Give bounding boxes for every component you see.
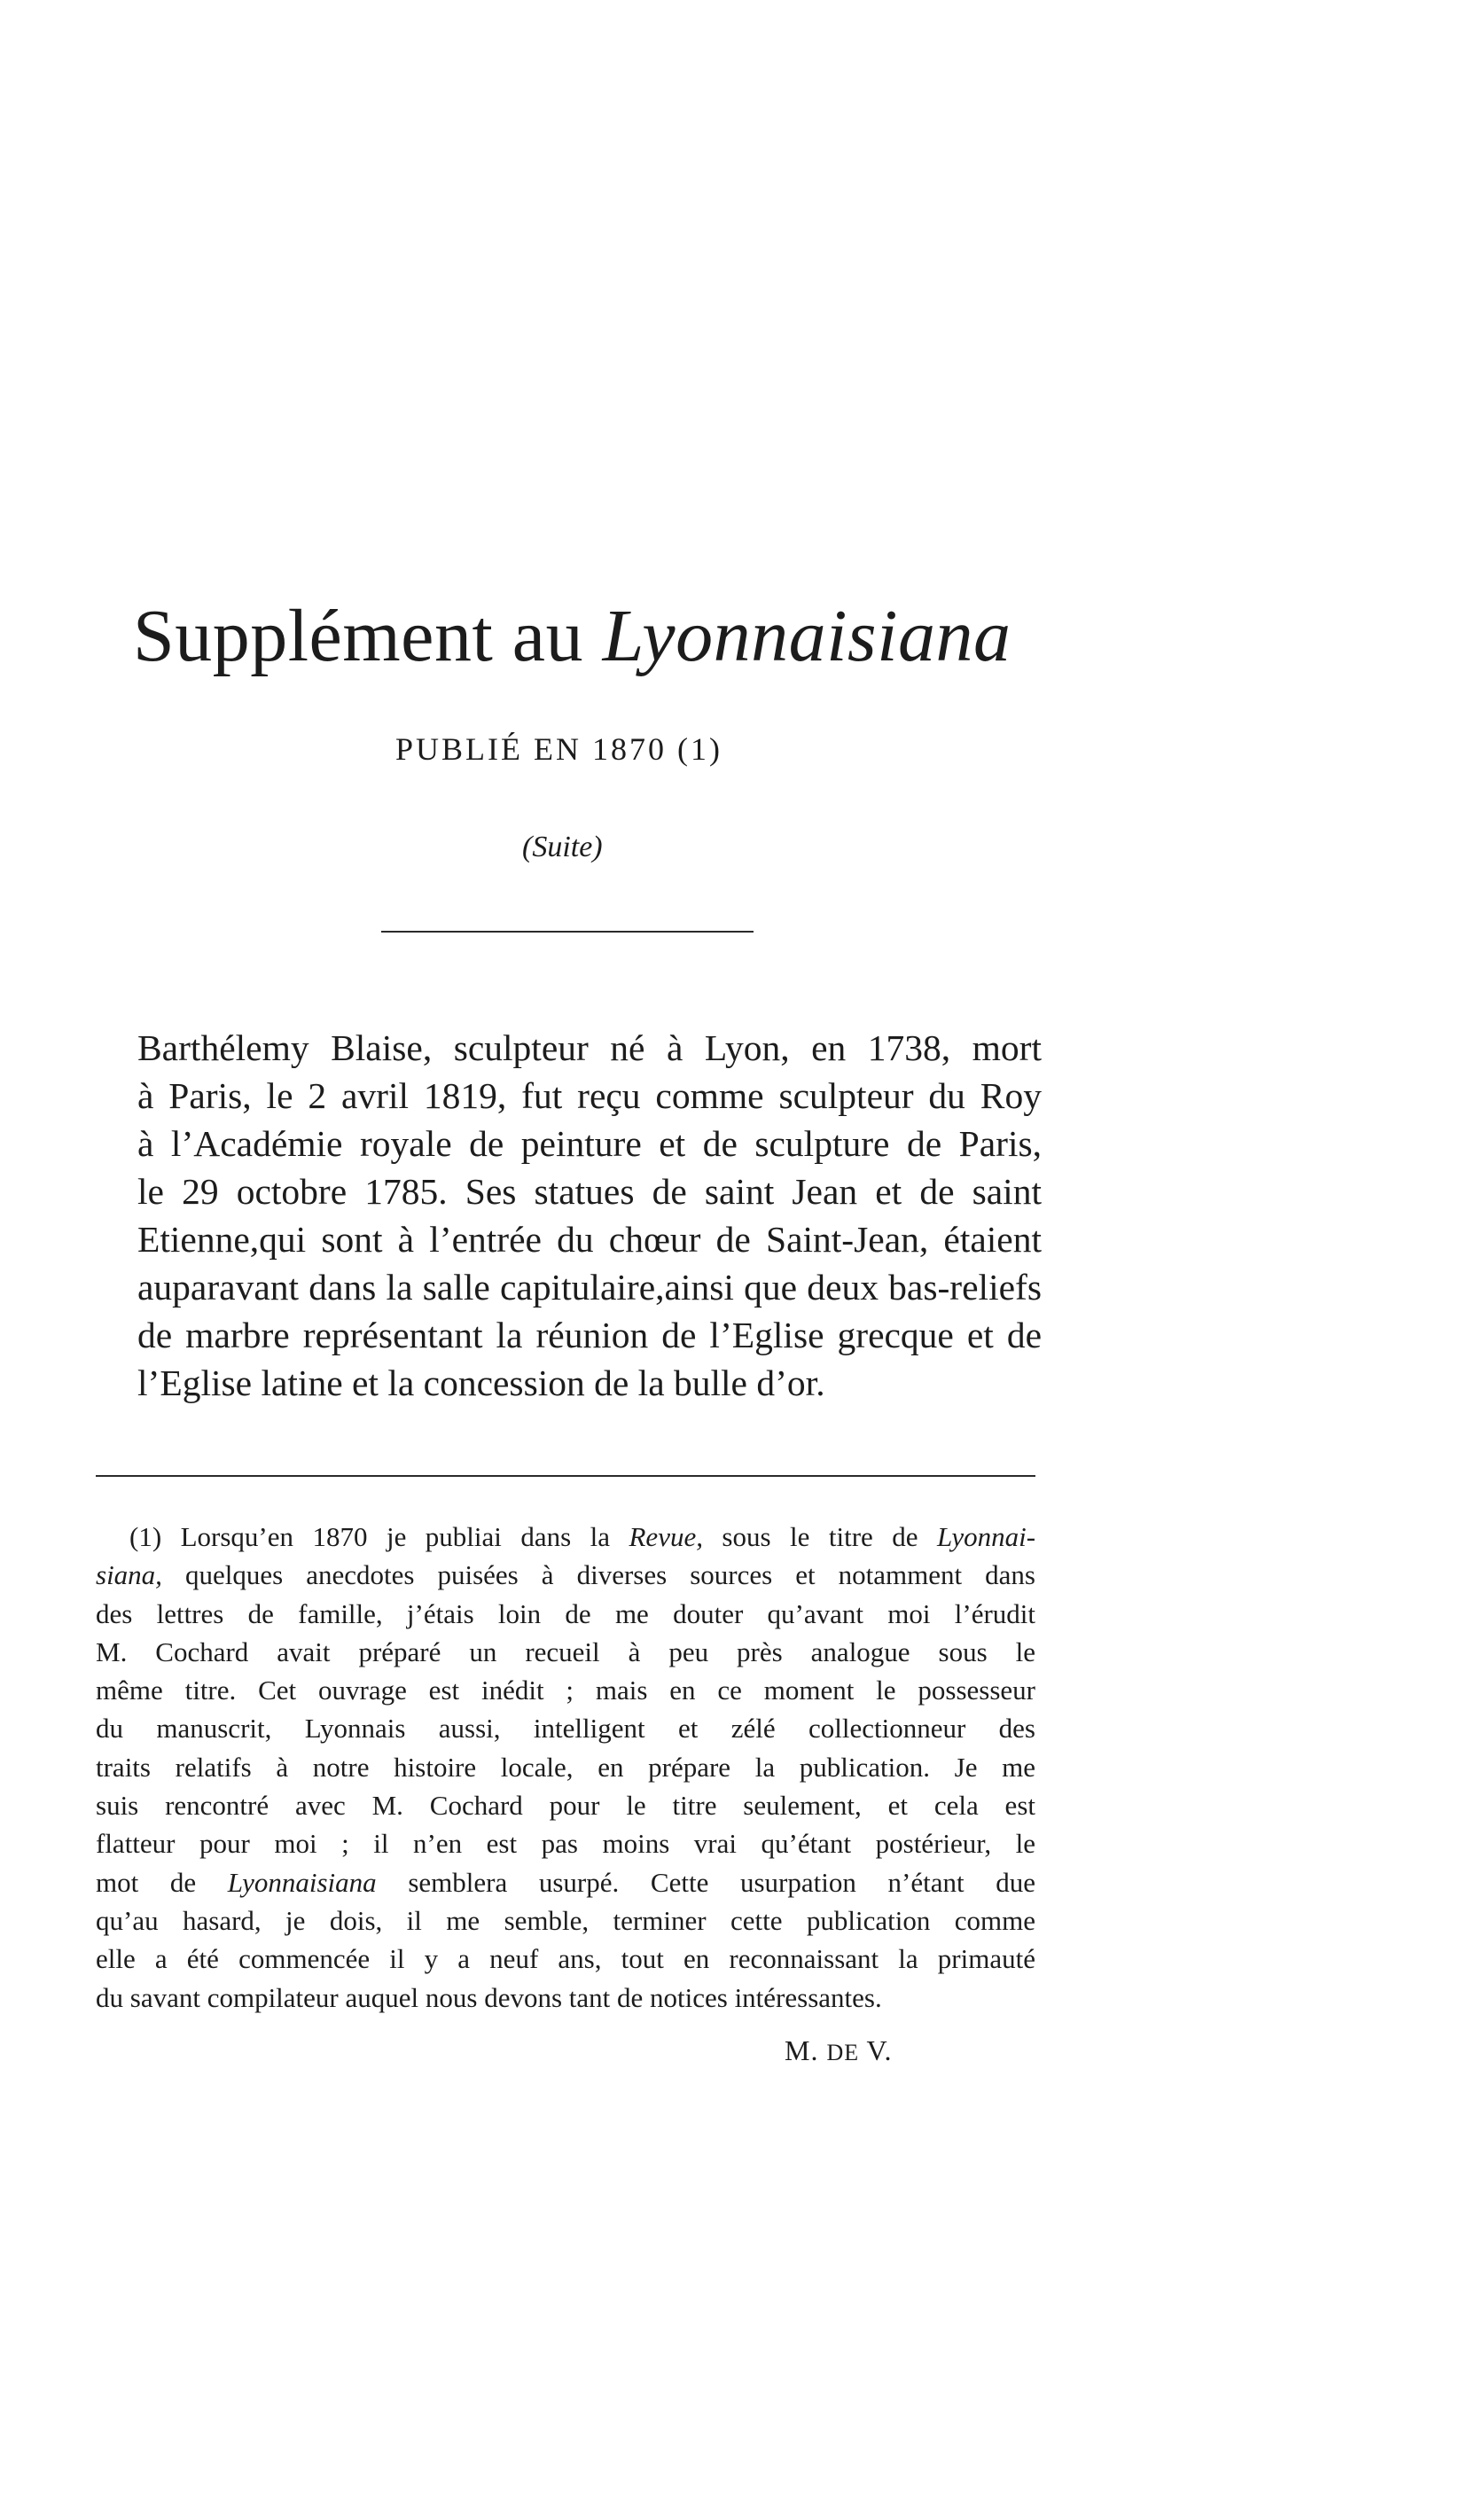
footnote-line: qu’au hasard, je dois, il me semble, terminer cette publication comme (96, 1904, 1035, 1936)
footnote-text: mot de (96, 1866, 228, 1898)
footnote-text: semblera usurpé. Cette usurpation n’étant due (376, 1866, 1035, 1898)
title-divider (381, 931, 754, 933)
body-line: Barthélemy Blaise, sculpteur né à Lyon, en 1738, mort (137, 1027, 1042, 1068)
signature-particle: DE (826, 2040, 860, 2065)
footnote-line: flatteur pour moi ; il n’en est pas moins vrai qu’étant postérieur, le (96, 1828, 1035, 1860)
body-paragraph (137, 1024, 1042, 1407)
footnote-line (96, 1518, 1035, 1556)
footnote (96, 1518, 1035, 2017)
footnote-italic: Lyonnaisiana (227, 1866, 377, 1898)
footnote-line (96, 1556, 1035, 1594)
footnote-line: suis rencontré avec M. Cochard pour le titre seulement, et cela est (96, 1790, 1035, 1822)
footnote-line: traits relatifs à notre histoire locale, en prépare la publication. Je me (96, 1751, 1035, 1783)
title-italic: Lyonnaisiana (602, 595, 1011, 677)
signature-initial: M. (785, 2034, 827, 2066)
footnote-italic: Revue, (629, 1521, 703, 1552)
footnote-italic: Lyonnai- (937, 1521, 1036, 1552)
signature-name: V. (859, 2034, 893, 2066)
footnote-text: sous le titre de (702, 1521, 937, 1552)
suite-label: (Suite) (522, 831, 603, 863)
subtitle: PUBLIÉ EN 1870 (1) (395, 731, 722, 767)
body-line: Etienne,qui sont à l’entrée du chœur de Saint-Jean, étaient (137, 1219, 1042, 1260)
footnote-line: M. Cochard avait préparé un recueil à peu près analogue sous le (96, 1636, 1035, 1667)
body-line: de marbre représentant la réunion de l’Eglise grecque et de (137, 1315, 1042, 1355)
footnote-line (96, 1863, 1035, 1901)
body-line: l’Eglise latine et la concession de la bulle d’or. (137, 1362, 825, 1403)
signature (785, 2033, 893, 2071)
footnote-divider (96, 1475, 1035, 1477)
footnote-text: quelques anecdotes puisées à diverses sources et notamment dans (161, 1559, 1035, 1591)
body-line: auparavant dans la salle capitulaire,ainsi que deux bas-reliefs (137, 1267, 1042, 1308)
page-title (133, 592, 1019, 681)
body-line: à l’Académie royale de peinture et de sculpture de Paris, (137, 1123, 1042, 1164)
footnote-line: même titre. Cet ouvrage est inédit ; mais en ce moment le possesseur (96, 1675, 1035, 1706)
footnote-line: du manuscrit, Lyonnais aussi, intelligent et zélé collectionneur des (96, 1713, 1035, 1745)
footnote-italic: siana, (96, 1559, 162, 1591)
footnote-line: elle a été commencée il y a neuf ans, tout en reconnaissant la primauté (96, 1943, 1035, 1975)
footnote-text: (1) Lorsqu’en 1870 je publiai dans la (129, 1521, 629, 1552)
body-line: à Paris, le 2 avril 1819, fut reçu comme sculpteur du Roy (137, 1075, 1042, 1116)
body-line: le 29 octobre 1785. Ses statues de saint Jean et de saint (137, 1171, 1042, 1212)
footnote-line: des lettres de famille, j’étais loin de me douter qu’avant moi l’érudit (96, 1597, 1035, 1629)
title-prefix: Supplément au (133, 595, 603, 677)
footnote-line: du savant compilateur auquel nous devons tant de notices intéressantes. (96, 1981, 882, 2013)
